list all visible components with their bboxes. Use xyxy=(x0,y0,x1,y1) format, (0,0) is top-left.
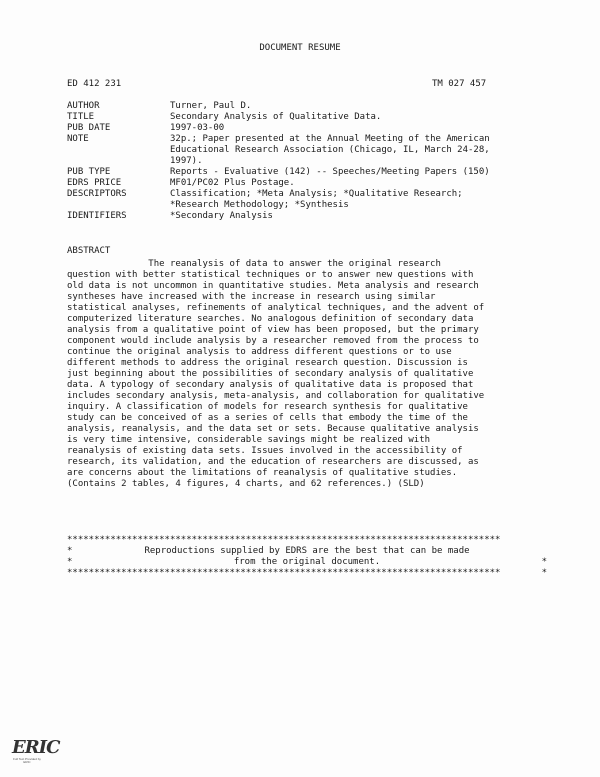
notice-border-bottom: ******************************************************************************** xyxy=(67,568,501,578)
ed-number: ED 412 231 xyxy=(67,79,122,89)
notice-star: * xyxy=(67,546,73,556)
abstract-label: ABSTRACT xyxy=(67,246,111,256)
abstract-text: The reanalysis of data to answer the original research question with better statistical techniques or to answer new questions with old data is not uncommon in quantitative studies. Meta analysis and research syntheses have increased with the increase in research using similar statistical analyses, refinements of analytical techniques, and the advent of computerized literature searches. No analogous definition of secondary data analysis from a qualitative point of view has been proposed, but the primary component would include analysis by a researcher removed from the process to continue the original analysis to address different questions or to use different methods to address the original research question. Discussion is just beginning about the possibilities of secondary analysis of qualitative data. A typology of secondary analysis of qualitative data is proposed that includes secondary analysis, meta-analysis, and collaboration for qualitative inquiry. A classification of models for research synthesis for qualitative study can be conceived of as a series of cells that embody the time of the analysis, reanalysis, and the data set or sets. Because qualitative analysis is very time intensive, considerable savings might be realized with reanalysis of existing data sets. Issues involved in the accessibility of research, its validation, and the education of researchers are discussed, as are concerns about the limitations of reanalysis of qualitative studies. (Contains 2 tables, 4 figures, 4 charts, and 62 references.) (SLD) xyxy=(67,259,485,489)
eric-logo xyxy=(10,737,60,766)
document-title: DOCUMENT RESUME xyxy=(259,43,341,53)
tm-number: TM 027 457 xyxy=(432,79,487,89)
metadata-fields xyxy=(67,101,537,222)
field-label: PUB DATE xyxy=(67,123,111,133)
notice-star: * xyxy=(541,568,547,578)
field-label: DESCRIPTORS xyxy=(67,189,127,199)
field-edrs-price xyxy=(67,178,537,189)
field-value: Secondary Analysis of Qualitative Data. xyxy=(170,112,382,122)
field-author xyxy=(67,101,537,112)
field-label: NOTE xyxy=(67,134,89,144)
notice-text: Reproductions supplied by EDRS are the best that can be made xyxy=(144,546,470,556)
field-note xyxy=(67,134,537,167)
field-value: 1997-03-00 xyxy=(170,123,225,133)
field-value: Reports - Evaluative (142) -- Speeches/Meeting Papers (150) xyxy=(170,167,490,177)
field-label: EDRS PRICE xyxy=(67,178,122,188)
field-value: Classification; *Meta Analysis; *Qualitative Research; *Research Methodology; *Synthesis xyxy=(170,189,463,210)
notice-border-top: ******************************************************************************** xyxy=(67,535,501,545)
field-descriptors xyxy=(67,189,537,211)
field-value: 32p.; Paper presented at the Annual Meeting of the American Educational Research Association (Chicago, IL, March 24-28, 1997). xyxy=(170,134,490,166)
notice-star: * xyxy=(541,557,547,567)
field-pub-type xyxy=(67,167,537,178)
eric-logo-subtext: Full Text Provided by ERIC xyxy=(13,757,41,764)
field-label: AUTHOR xyxy=(67,101,100,111)
notice-line-2 xyxy=(67,557,547,578)
field-pub-date xyxy=(67,123,537,134)
field-value: Turner, Paul D. xyxy=(170,101,252,111)
field-label: PUB TYPE xyxy=(67,167,111,177)
field-value: *Secondary Analysis xyxy=(170,211,273,221)
field-value: MF01/PC02 Plus Postage. xyxy=(170,178,295,188)
field-identifiers xyxy=(67,211,537,222)
field-title xyxy=(67,112,537,123)
field-label: IDENTIFIERS xyxy=(67,211,127,221)
eric-logo-text: ERIC xyxy=(12,737,60,758)
notice-text: from the original document. xyxy=(233,557,381,567)
field-label: TITLE xyxy=(67,112,95,122)
notice-star: * xyxy=(67,557,73,567)
